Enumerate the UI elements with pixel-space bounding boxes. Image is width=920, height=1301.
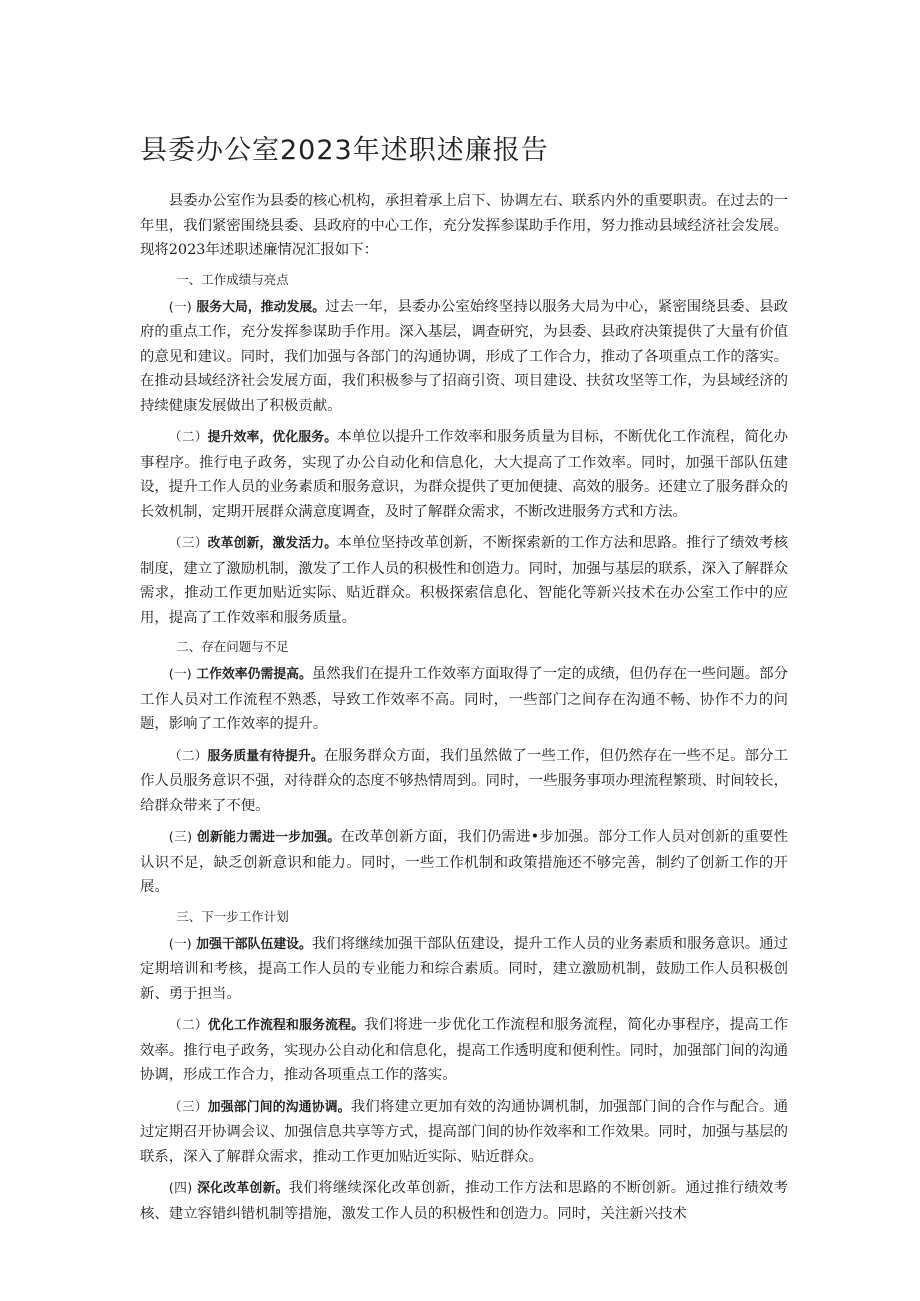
item-marker: (一) [168,667,192,682]
item-lead: 服务大局，推动发展。 [196,299,326,315]
item-marker: （二） [168,1018,208,1033]
item-marker: （三） [168,1099,208,1115]
section-heading-2: 二、存在问题与不足 [176,639,289,654]
paragraph-1-2 [140,425,788,524]
item-marker: (四) [168,1181,193,1196]
section-heading-3: 三、下一步工作计划 [176,908,289,924]
document-title: 县委办公室2023年述职述廉报告 [140,135,549,166]
paragraph-2-1 [140,662,788,737]
item-lead: 提升效率，优化服务。 [207,430,338,445]
item-lead: 服务质量有待提升。 [207,748,324,764]
paragraph-2-3 [140,825,788,900]
paragraph-3-2 [140,1013,788,1088]
item-lead: 优化工作流程和服务流程。 [207,1018,365,1033]
document-body [140,128,788,1233]
item-marker: （三） [168,536,208,551]
item-lead: 创新能力需进一步加强。 [196,830,341,845]
item-text: 在服务群众方面，我们虽然做了一些工作，但仍然存在一些不足。部分工作人员服务意识不强，对待群众的态度不够热情周到。同时，一些服务事项办理流程繁琐、时间较长，给群众带来了不便。 [140,747,788,814]
item-text: 我们将建立更加有效的沟通协调机制，加强部门间的合作与配合。通过定期召开协调会议、加强信息共享等方式，提高部门间的协作效率和工作效果。同时，加强与基层的联系，深入了解群众需求，推动工作更加贴近实际、贴近群众。 [140,1098,789,1165]
item-text: 我们将继续深化改革创新，推动工作方法和思路的不断创新。通过推行绩效考核、建立容错纠错机制等措施，激发工作人员的积极性和创造力。同时，关注新兴技术 [140,1180,788,1222]
intro-paragraph: 县委办公室作为县委的核心机构，承担着承上启下、协调左右、联系内外的重要职责。在过去的一年里，我们紧密围绕县委、县政府的中心工作，充分发挥参谋助手作用，努力推动县域经济社会发展。现将2023年述职述廉情况汇报如下： [140,193,788,258]
item-text: 我们将继续加强干部队伍建设，提升工作人员的业务素质和服务意识。通过定期培训和考核，提高工作人员的专业能力和综合素质。同时，建立激励机制，鼓励工作人员积极创新、勇于担当。 [140,935,788,1002]
item-text: 本单位坚持改革创新，不断探索新的工作方法和思路。推行了绩效考核制度，建立了激励机制，激发了工作人员的积极性和创造力。同时，加强与基层的联系，深入了解群众需求，推动工作更加贴近实际、贴近群众。积极探索信息化、智能化等新兴技术在办公室工作中的应用，提高了工作效率和服务质量。 [140,535,788,626]
item-marker: （二） [168,430,208,445]
item-lead: 加强部门间的沟通协调。 [207,1099,351,1115]
item-text: 在改革创新方面，我们仍需进•步加强。部分工作人员对创新的重要性认识不足，缺乏创新意识和能力。同时，一些工作机制和政策措施还不够完善，制约了创新工作的开展。 [140,829,788,895]
item-marker: (一) [168,299,192,315]
paragraph-3-3 [140,1095,788,1170]
item-text: 过去一年，县委办公室始终坚持以服务大局为中心，紧密围绕县委、县政府的重点工作，充分发挥参谋助手作用。深入基层，调查研究，为县委、县政府决策提供了大量有价值的意见和建议。同时，我们加强与各部门的沟通协调，形成了工作合力，推动了各项重点工作的落实。在推动县域经济社会发展方面，我们积极参与了招商引资、项目建设、扶贫攻坚等工作，为县域经济的持续健康发展做出了积极贡献。 [140,298,788,414]
item-lead: 改革创新，激发活力。 [207,536,338,551]
item-lead: 加强干部队伍建设。 [196,936,312,952]
item-marker: (三) [168,830,193,845]
section-heading-1: 一、工作成绩与亮点 [176,271,289,287]
item-text: 虽然我们在提升工作效率方面取得了一定的成绩，但仍存在一些问题。部分工作人员对工作流程不熟悉，导致工作效率不高。同时，一些部门之间存在沟通不畅、协作不力的问题，影响了工作效率的提升。 [140,666,788,732]
paragraph-2-2 [140,744,788,819]
item-marker: (一) [168,936,192,952]
item-text: 本单位以提升工作效率和服务质量为目标，不断优化工作流程，简化办事程序。推行电子政务，实现了办公自动化和信息化，大大提高了工作效率。同时，加强干部队伍建设，提升工作人员的业务素质和服务意识，为群众提供了更加便捷、高效的服务。还建立了服务群众的长效机制，定期开展群众满意度调查，及时了解群众需求，不断改进服务方式和方法。 [140,429,788,520]
paragraph-1-1 [140,295,788,419]
paragraph-3-1 [140,932,788,1007]
item-lead: 深化改革创新。 [197,1181,289,1196]
item-text: 我们将进一步优化工作流程和服务流程，简化办事程序，提高工作效率。推行电子政务，实现办公自动化和信息化，提高工作透明度和便利性。同时，加强部门间的沟通协调，形成工作合力，推动各项重点工作的落实。 [140,1017,788,1083]
item-lead: 工作效率仍需提高。 [196,667,312,682]
item-marker: （二） [168,748,208,764]
paragraph-1-3 [140,531,788,630]
paragraph-3-4 [140,1176,788,1226]
